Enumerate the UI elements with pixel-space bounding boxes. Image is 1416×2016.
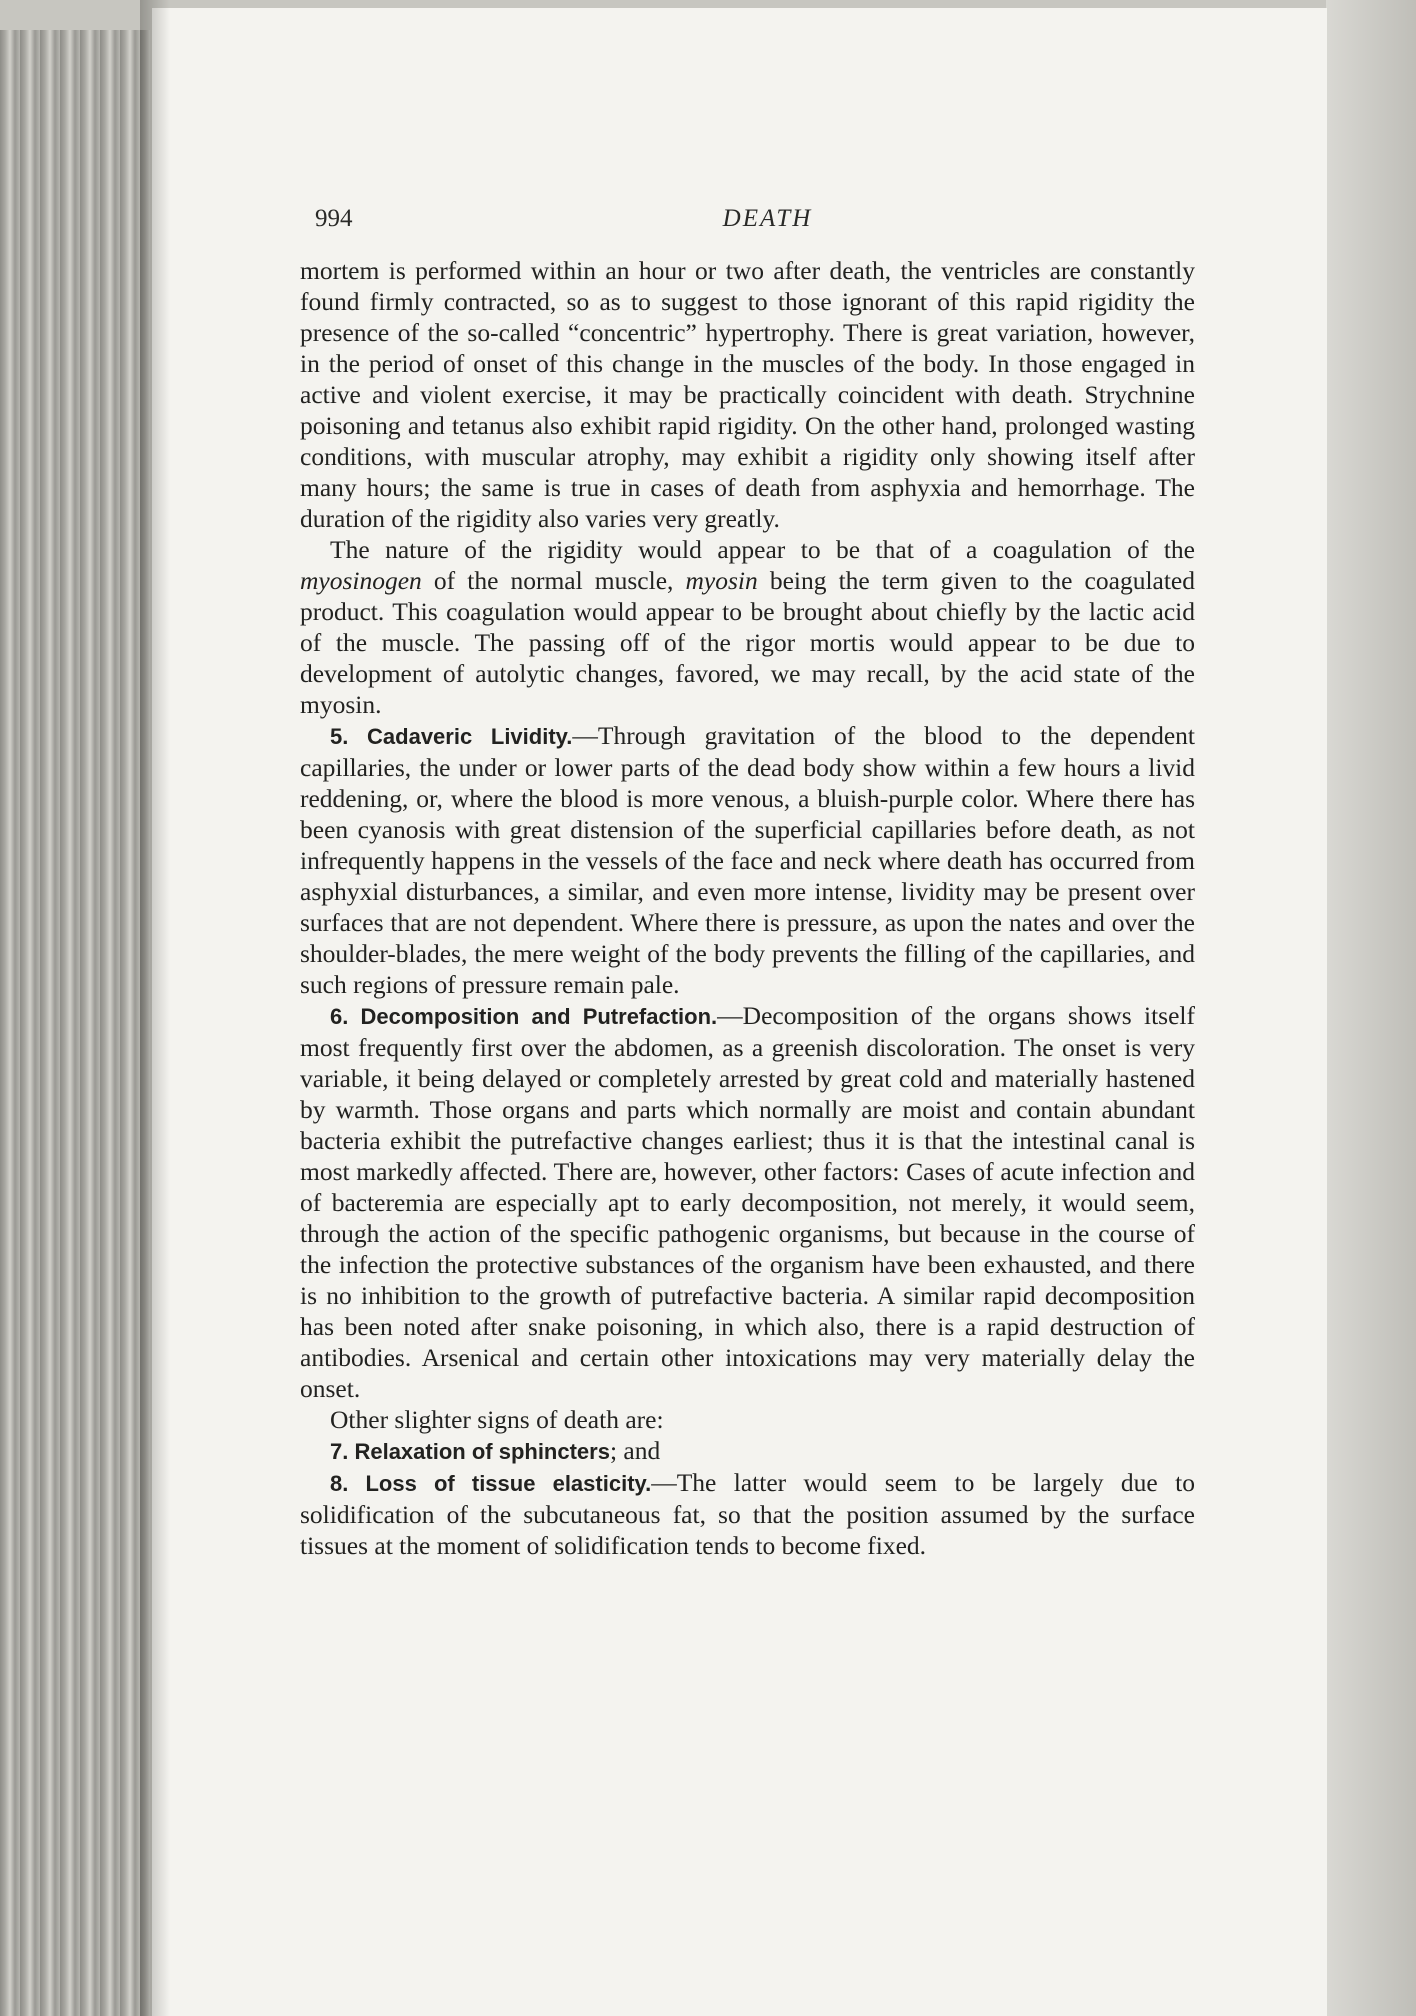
text-run: The nature of the rigidity would appear to be that of a coagulation of the	[330, 535, 1195, 564]
text-run: —Through gravitation of the blood to the dependent capillaries, the under or lower parts of the dead body show within a few hours a livid reddening, or, where the blood is more venous, a bluish-purple color. Where there has been cyanosis with great distension of the superficial capillaries before death, as not infrequently happens in the vessels of the face and neck where death has occurred from asphyxial disturbances, a similar, and even more intense, lividity may be present over surfaces that are not dependent. Where there is pressure, as upon the nates and over the shoulder-blades, the mere weight of the body prevents the filling of the capillaries, and such regions of pressure remain pale.	[300, 721, 1195, 999]
text-run: ; and	[609, 1436, 661, 1465]
text-run: of the normal muscle,	[421, 566, 686, 595]
book-page-edges	[0, 30, 150, 2016]
paragraph	[300, 1467, 1195, 1561]
paragraph	[300, 720, 1195, 1000]
section-heading: 7. Relaxation of sphincters	[330, 1439, 610, 1464]
emphasis: myosinogen	[300, 566, 422, 595]
section-heading: 5. Cadaveric Lividity.	[330, 724, 573, 749]
body-text	[300, 255, 1195, 1561]
background-strip	[1326, 0, 1416, 2016]
section-heading: 8. Loss of tissue elasticity.	[330, 1471, 652, 1496]
text-run: —Decomposition of the organs shows itself most frequently first over the abdomen, as a greenish discoloration. The onset is very variable, it being delayed or completely arrested by great cold and materially hastened by warmth. Those organs and parts which normally are moist and contain abundant bacteria exhibit the putrefactive changes earliest; thus it is that the intestinal canal is most markedly affected. There are, however, other factors: Cases of acute infection and of bacteremia are especially apt to early decomposition, not merely, it would seem, through the action of the specific pathogenic organisms, but because in the course of the infection the protective substances of the organism have been exhausted, and there is no inhibition to the growth of putrefactive bacteria. A similar rapid decomposition has been noted after snake poisoning, in which also, there is a rapid destruction of antibodies. Arsenical and certain other intoxications may very materially delay the onset.	[300, 1001, 1196, 1403]
page-header	[315, 205, 1220, 241]
gutter-shadow	[140, 0, 170, 2016]
text-run: being the term given to the coagulated product. This coagulation would appear to be brought about chiefly by the lactic acid of the muscle. The passing off of the rigor mortis would appear to be due to development of autolytic changes, favored, we may recall, by the acid state of the myosin.	[300, 566, 1195, 719]
text-run: —The latter would seem to be largely due to solidification of the subcutaneous fat, so that the position assumed by the surface tissues at the moment of solidification tends to become fixed.	[300, 1468, 1195, 1560]
emphasis: myosin	[685, 566, 758, 595]
running-head: DEATH	[722, 205, 813, 232]
paragraph: mortem is performed within an hour or two after death, the ventricles are constantly found firmly contracted, so as to suggest to those ignorant of this rapid rigidity the presence of the so-called “concentric” hypertrophy. There is great variation, however, in the period of onset of this change in the muscles of the body. In those engaged in active and violent exercise, it may be practically coincident with death. Strychnine poisoning and tetanus also exhibit rapid rigidity. On the other hand, prolonged wasting conditions, with muscular atrophy, may exhibit a rigidity only showing itself after many hours; the same is true in cases of death from asphyxia and hemorrhage. The duration of the rigidity also varies very greatly.	[300, 256, 1195, 533]
section-heading: 6. Decomposition and Putrefaction.	[330, 1004, 718, 1029]
paragraph	[300, 534, 1195, 720]
paragraph	[300, 1435, 1195, 1467]
paragraph	[300, 1000, 1195, 1404]
paragraph: Other slighter signs of death are:	[330, 1405, 664, 1434]
page-number: 994	[315, 205, 353, 232]
